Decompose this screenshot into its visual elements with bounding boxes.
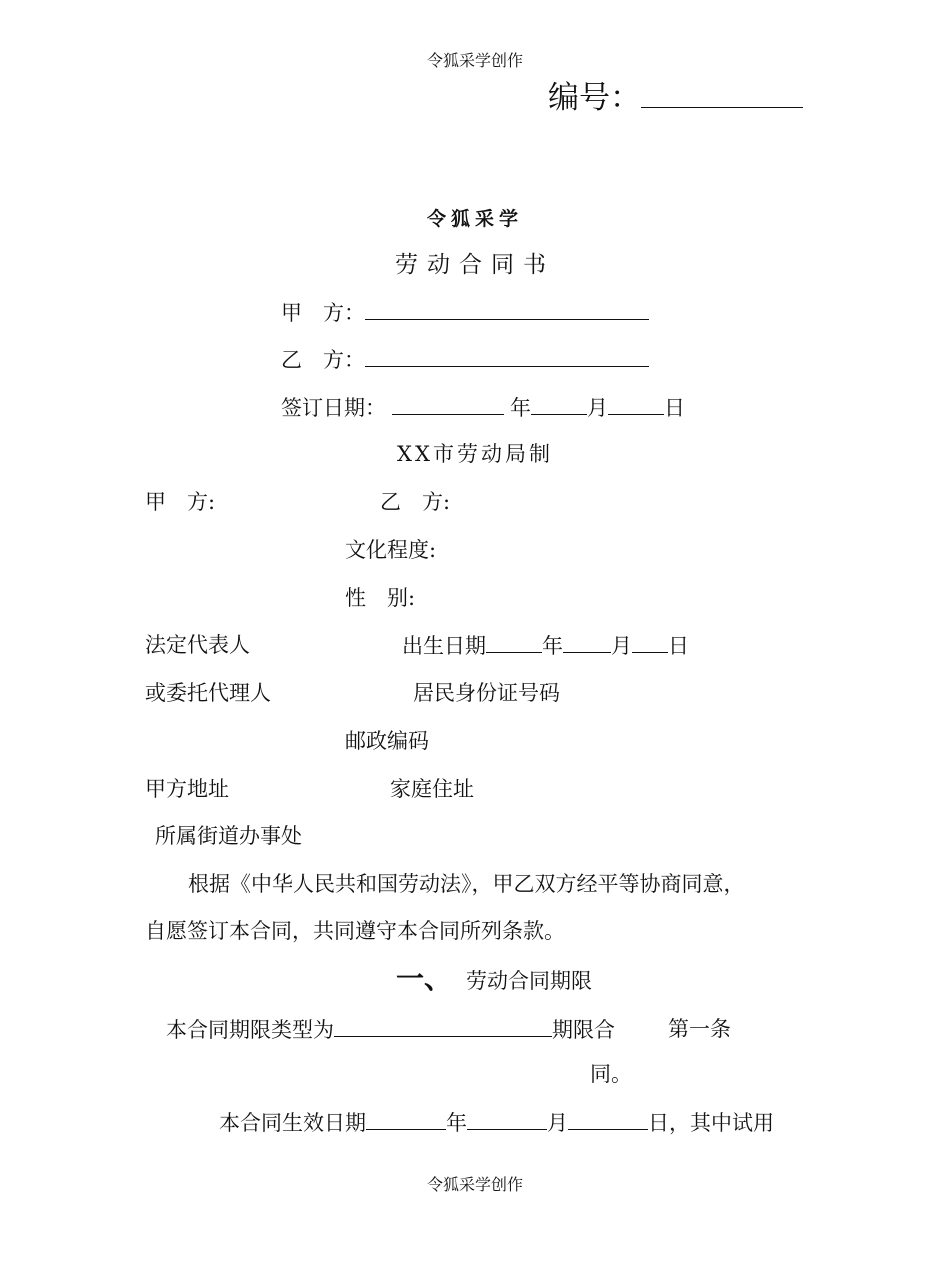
cover-party-a-blank[interactable] <box>365 299 649 320</box>
page-header: 令狐采学创作 <box>426 51 523 70</box>
number-label: 编号： <box>548 80 641 116</box>
cover-party-a-label: 甲 方： <box>281 301 365 325</box>
effective-date-prefix: 本合同生效日期 <box>219 1111 366 1135</box>
info-birth-date-label: 出生日期 <box>402 634 486 658</box>
effective-day-blank[interactable] <box>568 1109 648 1130</box>
section-1-number: 一、 <box>396 962 453 995</box>
info-gender-label: 性 别: <box>345 586 416 610</box>
cover-year-label: 年 <box>510 396 531 420</box>
effective-month-blank[interactable] <box>467 1109 547 1130</box>
cover-sign-date-row <box>281 394 685 421</box>
term-row <box>166 1016 615 1043</box>
cover-day-label: 日 <box>664 396 685 420</box>
info-a-address-label: 甲方地址 <box>145 777 229 801</box>
document-title: 劳动合同书 <box>395 252 555 278</box>
cover-party-a-row <box>281 299 649 326</box>
section-1-heading <box>396 962 593 995</box>
cover-sign-month-blank[interactable] <box>531 394 587 415</box>
info-month-label: 月 <box>611 634 632 658</box>
cover-party-b-row <box>281 346 649 373</box>
number-field <box>548 80 803 116</box>
cover-party-b-label: 乙 方： <box>281 348 365 372</box>
info-id-number-label: 居民身份证号码 <box>413 681 560 705</box>
author-title: 令狐采学 <box>426 208 523 230</box>
cover-sign-date-label: 签订日期： <box>281 396 386 420</box>
article-1-label: 第一条 <box>668 1017 731 1041</box>
info-street-office-label: 所属街道办事处 <box>155 824 302 848</box>
cover-month-label: 月 <box>587 396 608 420</box>
info-day-label: 日 <box>668 634 689 658</box>
effective-day-suffix: 日，其中试用 <box>648 1111 774 1135</box>
effective-date-row <box>219 1109 774 1136</box>
info-party-a-label: 甲 方: <box>145 490 216 514</box>
page-footer: 令狐采学创作 <box>426 1175 523 1194</box>
intro-line-1: 根据《中华人民共和国劳动法》，甲乙双方经平等协商同意， <box>188 872 745 896</box>
info-legal-rep-label: 法定代表人 <box>145 633 250 657</box>
cover-sign-day-blank[interactable] <box>608 394 664 415</box>
number-blank[interactable] <box>641 81 803 108</box>
cover-party-b-blank[interactable] <box>365 346 649 367</box>
info-agent-label: 或委托代理人 <box>145 681 271 705</box>
info-birth-day-blank[interactable] <box>632 632 668 653</box>
info-year-label: 年 <box>542 634 563 658</box>
term-prefix: 本合同期限类型为 <box>166 1018 334 1042</box>
intro-line-2: 自愿签订本合同，共同遵守本合同所列条款。 <box>145 919 565 943</box>
info-education-label: 文化程度: <box>345 538 437 562</box>
info-birth-year-blank[interactable] <box>486 632 542 653</box>
info-birth-date-row <box>402 632 689 659</box>
info-birth-month-blank[interactable] <box>563 632 611 653</box>
info-postal-code-label: 邮政编码 <box>345 729 429 753</box>
term-suffix: 期限合 <box>552 1018 615 1042</box>
info-home-address-label: 家庭住址 <box>390 777 474 801</box>
issuer-line: XX市劳动局制 <box>397 442 553 466</box>
section-1-title: 劳动合同期限 <box>466 969 593 993</box>
term-type-blank[interactable] <box>334 1016 552 1037</box>
cover-sign-year-blank[interactable] <box>392 394 504 415</box>
effective-year-label: 年 <box>446 1111 467 1135</box>
term-continuation: 同。 <box>590 1062 632 1086</box>
info-party-b-label: 乙 方: <box>380 490 451 514</box>
effective-year-blank[interactable] <box>366 1109 446 1130</box>
effective-month-label: 月 <box>547 1111 568 1135</box>
